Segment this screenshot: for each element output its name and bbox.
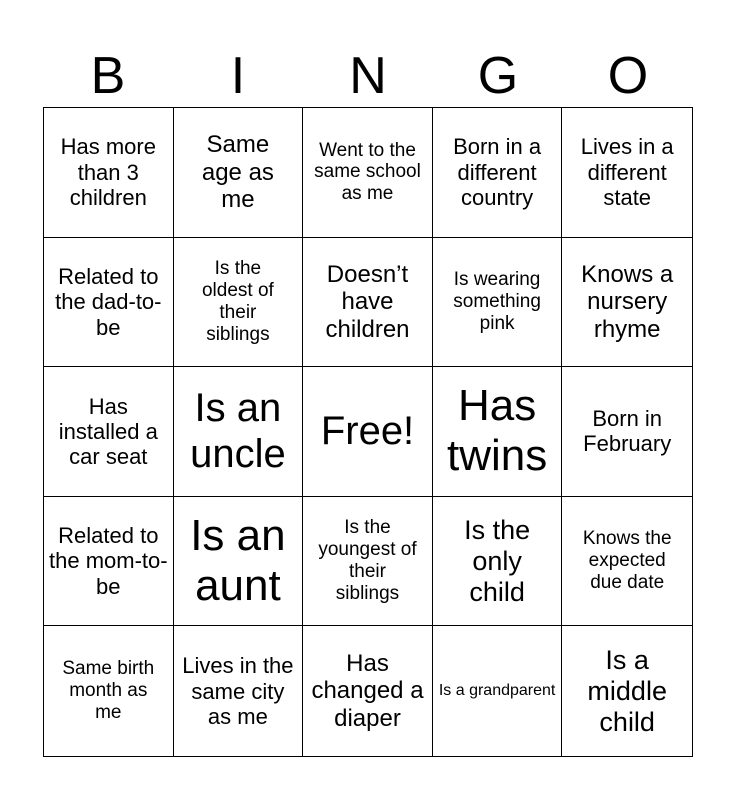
cell-text: Lives in the same city as me [182, 653, 294, 729]
bingo-cell[interactable] [562, 238, 692, 368]
cell-text: Born in a different country [453, 134, 542, 210]
cell-text: Has twins [446, 380, 548, 481]
cell-text: Is wearing something pink [453, 269, 541, 334]
bingo-cell[interactable] [433, 497, 563, 627]
bingo-cell[interactable] [562, 108, 692, 238]
free-space: Free! [320, 409, 415, 454]
cell-text: Went to the same school as me [314, 139, 421, 205]
header-letter-g: G [477, 47, 519, 105]
cell-text: Same age as me [201, 130, 274, 214]
header-letter-b: B [90, 47, 126, 105]
cell-text: Is an uncle [190, 386, 286, 477]
cell-text: Is the oldest of their siblings [201, 258, 274, 345]
bingo-cell[interactable] [303, 238, 433, 368]
cell-text: Knows the expected due date [582, 528, 672, 594]
bingo-cell[interactable] [44, 238, 174, 368]
cell-text: Is the only child [464, 514, 531, 607]
bingo-cell[interactable] [44, 497, 174, 627]
bingo-cell[interactable] [174, 626, 304, 756]
bingo-cell[interactable] [433, 367, 563, 497]
cell-text: Same birth month as me [62, 658, 155, 724]
cell-text: Is a grandparent [438, 682, 556, 699]
bingo-cell[interactable] [174, 497, 304, 627]
cell-text: Knows a nursery rhyme [581, 260, 674, 343]
bingo-card [43, 107, 693, 757]
bingo-cell[interactable] [433, 108, 563, 238]
header-letter-o: O [607, 47, 649, 105]
bingo-cell[interactable] [174, 238, 304, 368]
cell-text: Has more than 3 children [60, 134, 156, 210]
bingo-cell[interactable] [433, 626, 563, 756]
cell-text: Related to the dad-to-be [55, 263, 162, 340]
bingo-cell[interactable] [174, 367, 304, 497]
bingo-cell[interactable] [174, 108, 304, 238]
bingo-cell[interactable] [433, 238, 563, 368]
bingo-cell[interactable] [303, 497, 433, 627]
cell-text: Is a middle child [587, 644, 667, 737]
bingo-cell[interactable] [562, 497, 692, 627]
bingo-header [43, 46, 693, 106]
cell-text: Is the youngest of their siblings [318, 517, 417, 604]
cell-text: Lives in a different state [580, 134, 674, 210]
bingo-cell[interactable] [303, 108, 433, 238]
cell-text: Doesn’t have children [325, 260, 410, 343]
cell-text: Born in February [583, 406, 672, 457]
bingo-cell[interactable] [303, 367, 433, 497]
bingo-cell[interactable] [44, 367, 174, 497]
cell-text: Has changed a diaper [311, 649, 424, 732]
bingo-cell[interactable] [44, 108, 174, 238]
cell-text: Has installed a car seat [58, 393, 158, 470]
header-letter-i: I [230, 47, 246, 105]
bingo-cell[interactable] [303, 626, 433, 756]
bingo-cell[interactable] [562, 367, 692, 497]
cell-text: Is an aunt [190, 510, 286, 611]
bingo-cell[interactable] [562, 626, 692, 756]
bingo-cell[interactable] [44, 626, 174, 756]
header-letter-n: N [349, 47, 387, 105]
cell-text: Related to the mom-to-be [49, 523, 168, 599]
